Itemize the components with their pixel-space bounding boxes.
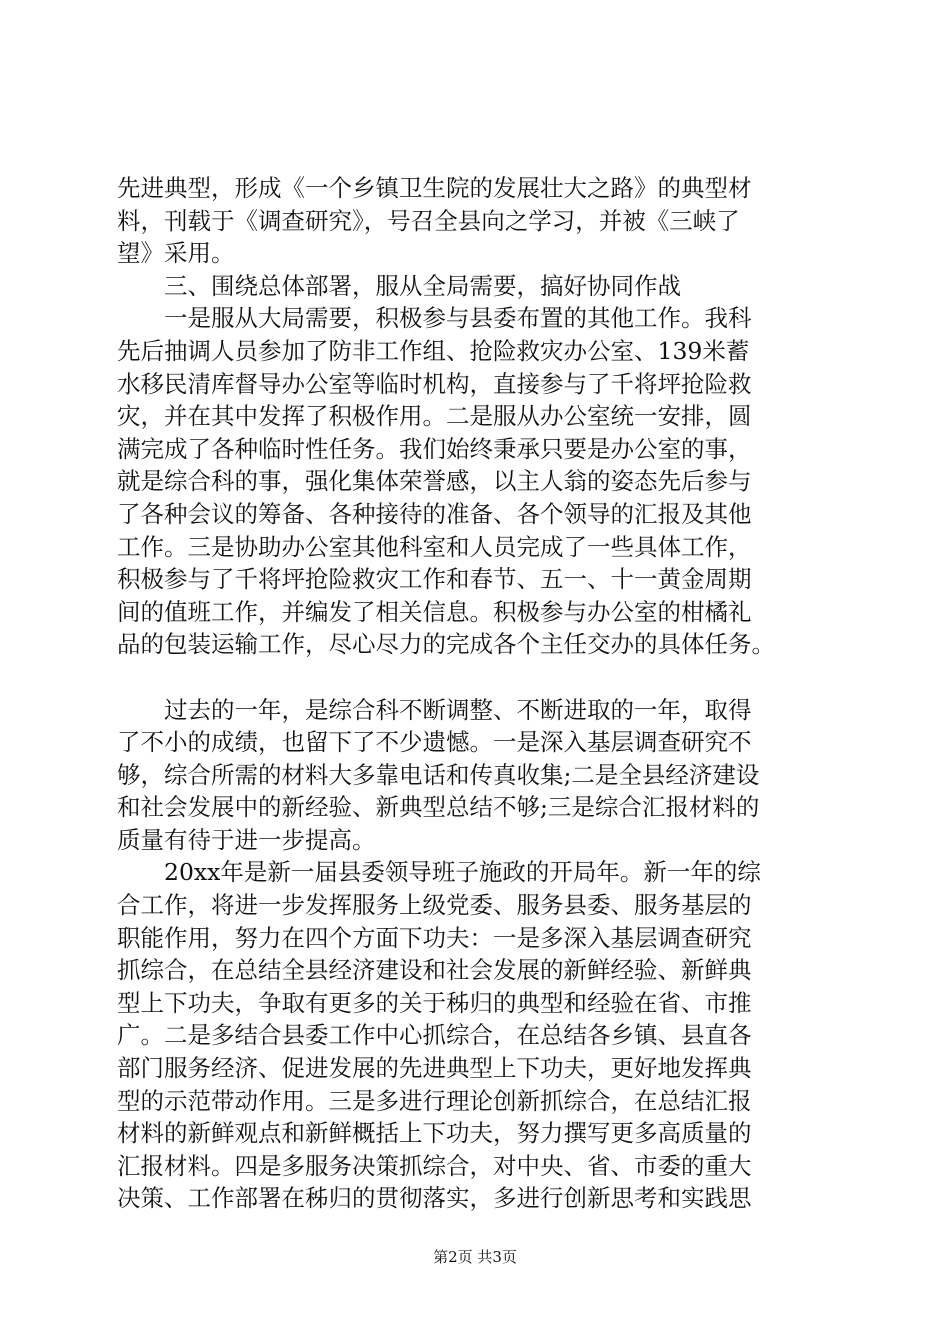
text-line: 部门服务经济、促进发展的先进典型上下功夫，更好地发挥典 [117,1054,752,1083]
text-line: 了各种会议的筹备、各种接待的准备、各个领导的汇报及其他 [117,499,752,528]
text-line: 先后抽调人员参加了防非工作组、抢险救灾办公室、139米蓄 [117,336,750,365]
text-line: 积极参与了千将坪抢险救灾工作和春节、五一、十一黄金周期 [117,565,752,594]
text-line: 质量有待于进一步提高。 [117,825,376,854]
text-line: 望》采用。 [117,239,235,268]
text-line: 一是服从大局需要，积极参与县委布置的其他工作。我科 [117,304,752,333]
text-line: 水移民清库督导办公室等临时机构，直接参与了千将坪抢险救 [117,369,752,398]
text-line: 工作。三是协助办公室其他科室和人员完成了一些具体工作， [117,532,752,561]
text-line: 过去的一年，是综合科不断调整、不断进取的一年，取得 [117,695,752,724]
text-line: 抓综合，在总结全县经济建设和社会发展的新鲜经验、新鲜典 [117,956,752,985]
text-line: 了不小的成绩，也留下了不少遗憾。一是深入基层调查研究不 [117,728,752,757]
text-line: 职能作用，努力在四个方面下功夫：一是多深入基层调查研究 [117,923,752,952]
text-line: 三、围绕总体部署，服从全局需要，搞好协同作战 [117,271,681,300]
text-line: 够，综合所需的材料大多靠电话和传真收集;二是全县经济建设 [117,760,760,789]
text-line: 满完成了各种临时性任务。我们始终秉承只要是办公室的事， [117,434,752,463]
text-line: 先进典型，形成《一个乡镇卫生院的发展壮大之路》的典型材 [117,174,752,202]
text-line: 决策、工作部署在秭归的贯彻落实，多进行创新思考和实践思 [117,1184,752,1213]
document-body [117,172,837,1215]
text-line: 合工作，将进一步发挥服务上级党委、服务县委、服务基层的 [117,891,752,920]
text-line: 材料的新鲜观点和新鲜概括上下功夫，努力撰写更多高质量的 [117,1119,752,1148]
text-line: 和社会发展中的新经验、新典型总结不够;三是综合汇报材料的 [117,793,760,822]
text-line: 料，刊载于《调查研究》，号召全县向之学习，并被《三峡了 [117,206,740,235]
page-footer: 第2页 共3页 [433,1248,517,1266]
text-line: 灾，并在其中发挥了积极作用。二是服从办公室统一安排，圆 [117,402,752,431]
paragraph-gap [117,661,837,694]
text-line: 型上下功夫，争取有更多的关于秭归的典型和经验在省、市推 [117,988,752,1017]
text-line: 品的包装运输工作，尽心尽力的完成各个主任交办的具体任务。 [117,630,775,659]
text-line: 广。二是多结合县委工作中心抓综合，在总结各乡镇、县直各 [117,1021,752,1050]
text-line: 20xx年是新一届县委领导班子施政的开局年。新一年的综 [117,858,761,887]
text-line: 型的示范带动作用。三是多进行理论创新抓综合，在总结汇报 [117,1086,752,1115]
text-line: 就是综合科的事，强化集体荣誉感，以主人翁的姿态先后参与 [117,467,752,496]
text-line: 汇报材料。四是多服务决策抓综合，对中央、省、市委的重大 [117,1151,752,1180]
text-line: 间的值班工作，并编发了相关信息。积极参与办公室的柑橘礼 [117,597,752,626]
